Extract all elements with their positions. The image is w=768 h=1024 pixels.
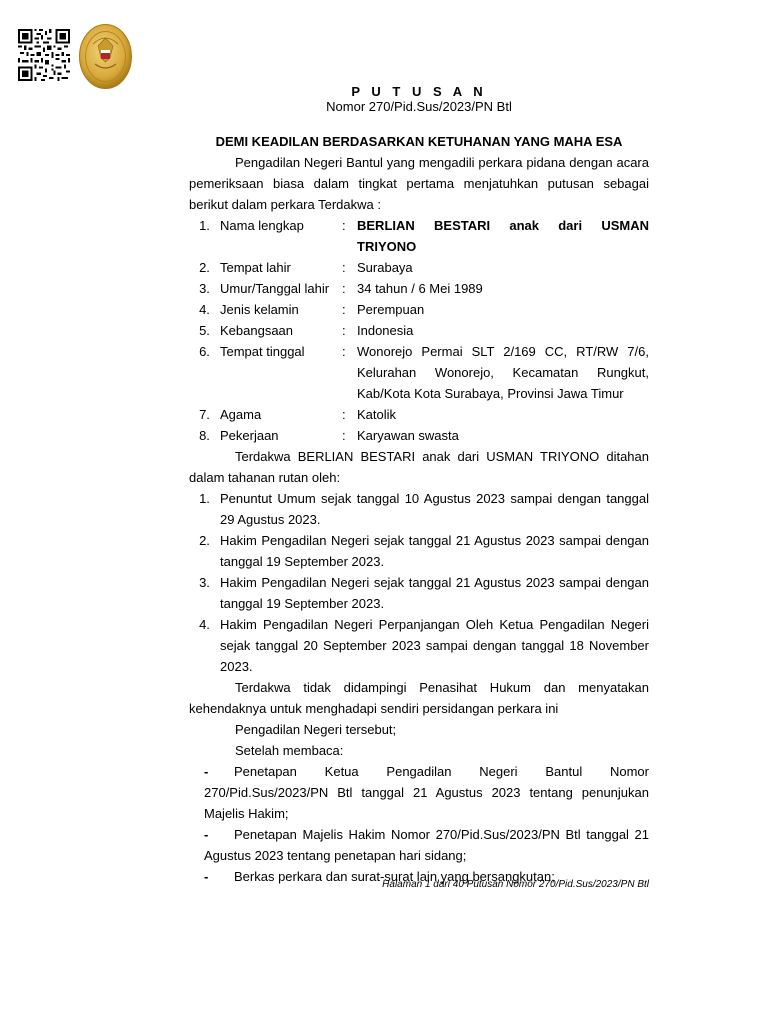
document-body bbox=[189, 152, 649, 887]
court-line: Pengadilan Negeri tersebut; bbox=[235, 722, 397, 737]
list-item bbox=[189, 614, 649, 677]
detention-list bbox=[189, 488, 649, 677]
dash-bullet: - bbox=[204, 764, 209, 779]
document-title: P U T U S A N bbox=[351, 84, 487, 99]
identity-list bbox=[189, 215, 649, 446]
list-item bbox=[189, 572, 649, 614]
identity-number: 5. bbox=[199, 323, 210, 338]
list-text: Penuntut Umum sejak tanggal 10 Agustus 2023 sampai dengan tanggal 29 Agustus 2023. bbox=[220, 491, 649, 527]
identity-label: Jenis kelamin bbox=[220, 302, 299, 317]
colon: : bbox=[342, 428, 346, 443]
identity-number: 3. bbox=[199, 281, 210, 296]
detention-intro: Terdakwa BERLIAN BESTARI anak dari USMAN TRIYONO ditahan dalam tahanan rutan oleh: bbox=[189, 449, 649, 485]
heading-demi-keadilan: DEMI KEADILAN BERDASARKAN KETUHANAN YANG MAHA ESA bbox=[215, 134, 623, 149]
identity-value: Surabaya bbox=[357, 260, 413, 275]
list-number: 4. bbox=[199, 617, 210, 632]
identity-label: Pekerjaan bbox=[220, 428, 279, 443]
identity-row bbox=[189, 320, 649, 341]
list-item bbox=[189, 488, 649, 530]
after-reading-line: Setelah membaca: bbox=[235, 743, 344, 758]
colon: : bbox=[342, 407, 346, 422]
list-number: 3. bbox=[199, 575, 210, 590]
counsel-paragraph: Terdakwa tidak didampingi Penasihat Hukum dan menyatakan kehendaknya untuk menghadapi sendiri persidangan perkara ini bbox=[189, 680, 649, 716]
list-number: 2. bbox=[199, 533, 210, 548]
intro-paragraph: Pengadilan Negeri Bantul yang mengadili perkara pidana dengan acara pemeriksaan biasa dalam tingkat pertama menjatuhkan putusan sebagai berikut dalam perkara Terdakwa : bbox=[189, 155, 649, 212]
list-text: Hakim Pengadilan Negeri sejak tanggal 21 Agustus 2023 sampai dengan tanggal 19 September 2023. bbox=[220, 575, 649, 611]
dash-bullet: - bbox=[204, 869, 209, 884]
identity-label: Kebangsaan bbox=[220, 323, 294, 338]
identity-number: 7. bbox=[199, 407, 210, 422]
court-seal-logo bbox=[79, 24, 132, 89]
identity-label: Umur/Tanggal lahir bbox=[220, 281, 330, 296]
list-text: Berkas perkara dan surat-surat lain yang bersangkutan; bbox=[234, 869, 555, 884]
list-item bbox=[189, 761, 649, 824]
colon: : bbox=[342, 344, 346, 359]
identity-label: Tempat lahir bbox=[220, 260, 291, 275]
colon: : bbox=[342, 260, 346, 275]
identity-row bbox=[189, 299, 649, 320]
case-number: Nomor 270/Pid.Sus/2023/PN Btl bbox=[326, 99, 512, 114]
identity-row bbox=[189, 215, 649, 257]
identity-row bbox=[189, 278, 649, 299]
list-number: 1. bbox=[199, 491, 210, 506]
identity-label: Agama bbox=[220, 407, 262, 422]
readings-list bbox=[189, 761, 649, 887]
qr-code bbox=[16, 29, 72, 81]
identity-value: Perempuan bbox=[357, 302, 425, 317]
identity-value: Indonesia bbox=[357, 323, 414, 338]
list-text: Penetapan Majelis Hakim Nomor 270/Pid.Sus/2023/PN Btl tanggal 21 Agustus 2023 tentang penetapan hari sidang; bbox=[204, 827, 649, 863]
identity-row bbox=[189, 404, 649, 425]
identity-value: BERLIAN BESTARI anak dari USMAN TRIYONO bbox=[357, 218, 649, 254]
identity-number: 8. bbox=[199, 428, 210, 443]
colon: : bbox=[342, 218, 346, 233]
list-item bbox=[189, 530, 649, 572]
identity-number: 4. bbox=[199, 302, 210, 317]
identity-value: Katolik bbox=[357, 407, 397, 422]
colon: : bbox=[342, 323, 346, 338]
colon: : bbox=[342, 302, 346, 317]
identity-label: Nama lengkap bbox=[220, 218, 304, 233]
list-text: Hakim Pengadilan Negeri Perpanjangan Oleh Ketua Pengadilan Negeri sejak tanggal 20 September 2023 sampai dengan tanggal 18 November 2023. bbox=[220, 617, 649, 674]
identity-value: Karyawan swasta bbox=[357, 428, 459, 443]
identity-value: 34 tahun / 6 Mei 1989 bbox=[357, 281, 483, 296]
identity-row bbox=[189, 341, 649, 404]
identity-row bbox=[189, 425, 649, 446]
identity-value: Wonorejo Permai SLT 2/169 CC, RT/RW 7/6, Kelurahan Wonorejo, Kecamatan Rungkut, Kab/Kota Kota Surabaya, Provinsi Jawa Timur bbox=[357, 344, 649, 401]
identity-label: Tempat tinggal bbox=[220, 344, 305, 359]
list-item bbox=[189, 824, 649, 866]
identity-number: 2. bbox=[199, 260, 210, 275]
identity-number: 1. bbox=[199, 218, 210, 233]
dash-bullet: - bbox=[204, 827, 209, 842]
colon: : bbox=[342, 281, 346, 296]
page-footer: Halaman 1 dari 40 Putusan Nomor 270/Pid.Sus/2023/PN Btl bbox=[382, 879, 649, 890]
list-text: Penetapan Ketua Pengadilan Negeri Bantul Nomor 270/Pid.Sus/2023/PN Btl tanggal 21 Agustus 2023 tentang penunjukan Majelis Hakim; bbox=[204, 764, 649, 821]
identity-number: 6. bbox=[199, 344, 210, 359]
identity-row bbox=[189, 257, 649, 278]
list-text: Hakim Pengadilan Negeri sejak tanggal 21 Agustus 2023 sampai dengan tanggal 19 September 2023. bbox=[220, 533, 649, 569]
